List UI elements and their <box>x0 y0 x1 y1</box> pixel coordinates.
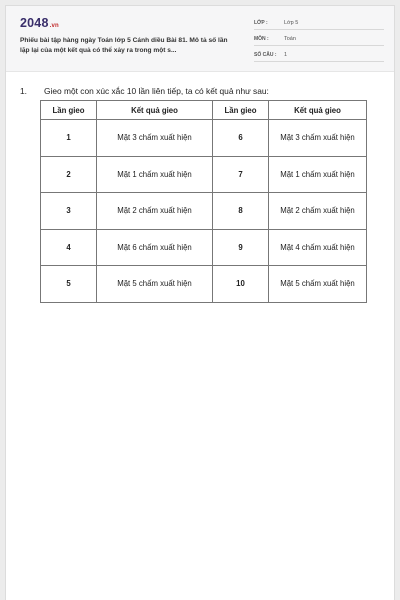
table-header-row <box>41 101 367 120</box>
dice-results-table <box>40 100 367 303</box>
question-number: 1. <box>20 86 27 96</box>
question-1 <box>20 86 380 96</box>
table-row <box>41 193 367 230</box>
roll-number: 1 <box>41 120 97 157</box>
table-row <box>41 229 367 266</box>
table-row <box>41 120 367 157</box>
roll-number: 10 <box>213 266 269 303</box>
roll-result: Mặt 3 chấm xuất hiện <box>97 120 213 157</box>
roll-number: 8 <box>213 193 269 230</box>
roll-result: Mặt 4 chấm xuất hiện <box>269 229 367 266</box>
column-header: Lần gieo <box>41 101 97 120</box>
logo-text: 2048 <box>20 16 49 30</box>
roll-result: Mặt 3 chấm xuất hiện <box>269 120 367 157</box>
meta-row-question-count <box>254 48 384 62</box>
column-header: Kết quả gieo <box>97 101 213 120</box>
roll-number: 2 <box>41 156 97 193</box>
meta-label: MÔN : <box>254 35 269 42</box>
worksheet-page <box>5 5 395 600</box>
meta-label: LỚP : <box>254 19 268 26</box>
site-logo[interactable] <box>20 16 59 30</box>
meta-row-subject <box>254 32 384 46</box>
worksheet-title: Phiếu bài tập hàng ngày Toán lớp 5 Cánh diều Bài 81. Mô tả số lần lặp lại của một kết quả có thể xảy ra trong một s... <box>20 37 228 54</box>
roll-result: Mặt 1 chấm xuất hiện <box>269 156 367 193</box>
roll-number: 3 <box>41 193 97 230</box>
meta-value: Lớp 5 <box>284 19 299 26</box>
roll-number: 4 <box>41 229 97 266</box>
roll-number: 5 <box>41 266 97 303</box>
worksheet-header <box>6 6 394 72</box>
roll-result: Mặt 2 chấm xuất hiện <box>269 193 367 230</box>
roll-result: Mặt 5 chấm xuất hiện <box>97 266 213 303</box>
meta-row-class <box>254 16 384 30</box>
table-row <box>41 266 367 303</box>
table-row <box>41 156 367 193</box>
roll-result: Mặt 1 chấm xuất hiện <box>97 156 213 193</box>
roll-result: Mặt 6 chấm xuất hiện <box>97 229 213 266</box>
roll-number: 6 <box>213 120 269 157</box>
meta-value: Toán <box>284 35 296 42</box>
roll-number: 9 <box>213 229 269 266</box>
logo-suffix: .vn <box>49 23 59 29</box>
question-text: Gieo một con xúc xắc 10 lần liên tiếp, ta có kết quả như sau: <box>44 86 269 96</box>
meta-label: SỐ CÂU : <box>254 51 277 58</box>
meta-value: 1 <box>284 51 288 58</box>
column-header: Kết quả gieo <box>269 101 367 120</box>
roll-result: Mặt 5 chấm xuất hiện <box>269 266 367 303</box>
roll-number: 7 <box>213 156 269 193</box>
roll-result: Mặt 2 chấm xuất hiện <box>97 193 213 230</box>
column-header: Lần gieo <box>213 101 269 120</box>
worksheet-meta <box>254 16 384 64</box>
